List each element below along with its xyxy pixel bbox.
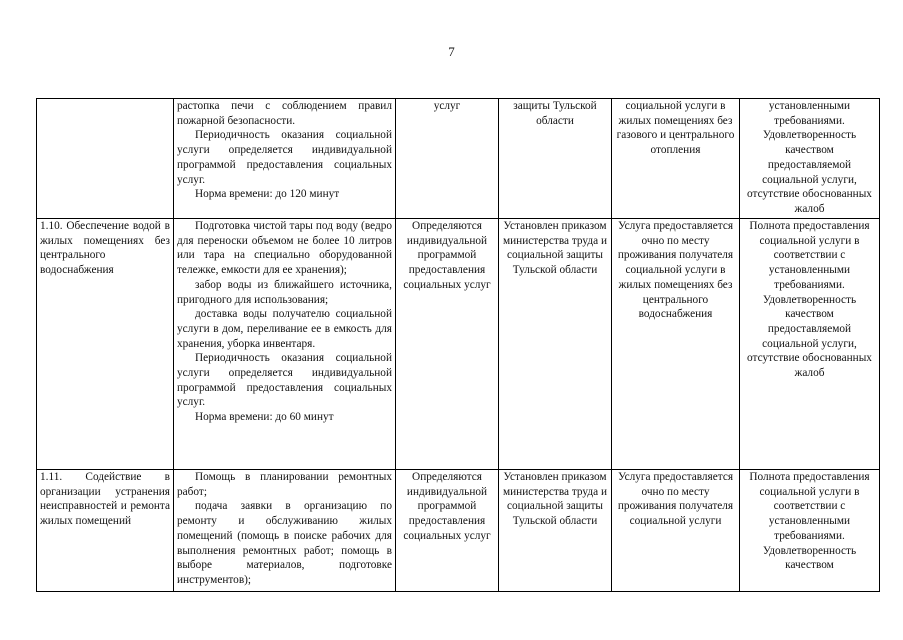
- quality-cell: Полнота предоставления социальной услуги в соответствии с установленными требованиями. Удовлетворенность качеством: [740, 470, 880, 592]
- quality-cell: установленными требованиями. Удовлетворенность качеством предоставляемой социальной услуги, отсутствие обоснованных жалоб: [740, 99, 880, 219]
- content-paragraph: Периодичность оказания социальной услуги определяется индивидуальной программой предоставления социальных услуг.: [177, 129, 392, 186]
- content-paragraph: Периодичность оказания социальной услуги определяется индивидуальной программой предоставления социальных услуг.: [177, 352, 392, 409]
- content-paragraph: забор воды из ближайшего источника, пригодного для использования;: [177, 278, 392, 306]
- service-name-cell: [37, 99, 174, 219]
- standard-cell: Установлен приказом министерства труда и социальной защиты Тульской области: [499, 470, 612, 592]
- service-content-cell: [174, 99, 396, 219]
- standard-cell: Установлен приказом министерства труда и социальной защиты Тульской области: [499, 219, 612, 470]
- content-paragraph: Подготовка чистой тары под воду (ведро для переноски объемом не более 10 литров или тара на специально оборудованной тележке, емкости для ее хранения);: [177, 220, 392, 277]
- service-name-cell: 1.11. Содействие в организации устранения неисправностей и ремонта жилых помещений: [37, 470, 174, 592]
- service-name-cell: 1.10. Обеспечение водой в жилых помещениях без центрального водоснабжения: [37, 219, 174, 470]
- content-paragraph: подача заявки в организацию по ремонту и обслуживанию жилых помещений (помощь в поиске рабочих для выполнения ремонтных работ; помощь в выборе материалов, подготовке инструментов);: [177, 500, 392, 586]
- content-paragraph: доставка воды получателю социальной услуги в дом, переливание ее в емкость для хранения, уборка инвентаря.: [177, 308, 392, 350]
- cost-cell: Определяются индивидуальной программой предоставления социальных услуг: [396, 219, 499, 470]
- cost-cell: Определяются индивидуальной программой предоставления социальных услуг: [396, 470, 499, 592]
- conditions-cell: Услуга предоставляется очно по месту проживания получателя социальной услуги в жилых помещениях без центрального водоснабжения: [612, 219, 740, 470]
- service-content-cell: [174, 470, 396, 592]
- content-paragraph: Норма времени: до 120 минут: [195, 188, 340, 201]
- standard-cell: защиты Тульской области: [499, 99, 612, 219]
- table-row: [37, 470, 880, 592]
- content-paragraph: Помощь в планировании ремонтных работ;: [177, 471, 392, 498]
- content-paragraph: растопка печи с соблюдением правил пожарной безопасности.: [177, 100, 392, 127]
- table-row: [37, 99, 880, 219]
- conditions-cell: Услуга предоставляется очно по месту проживания получателя социальной услуги: [612, 470, 740, 592]
- table-row: [37, 219, 880, 470]
- service-content-cell: [174, 219, 396, 470]
- quality-cell: Полнота предоставления социальной услуги в соответствии с установленными требованиями. Удовлетворенность качеством предоставляемой социальной услуги, отсутствие обоснованных жалоб: [740, 219, 880, 470]
- cost-cell: услуг: [396, 99, 499, 219]
- conditions-cell: социальной услуги в жилых помещениях без газового и центрального отопления: [612, 99, 740, 219]
- content-paragraph: Норма времени: до 60 минут: [195, 411, 334, 424]
- page-number: 7: [448, 44, 455, 59]
- services-table: [36, 98, 880, 592]
